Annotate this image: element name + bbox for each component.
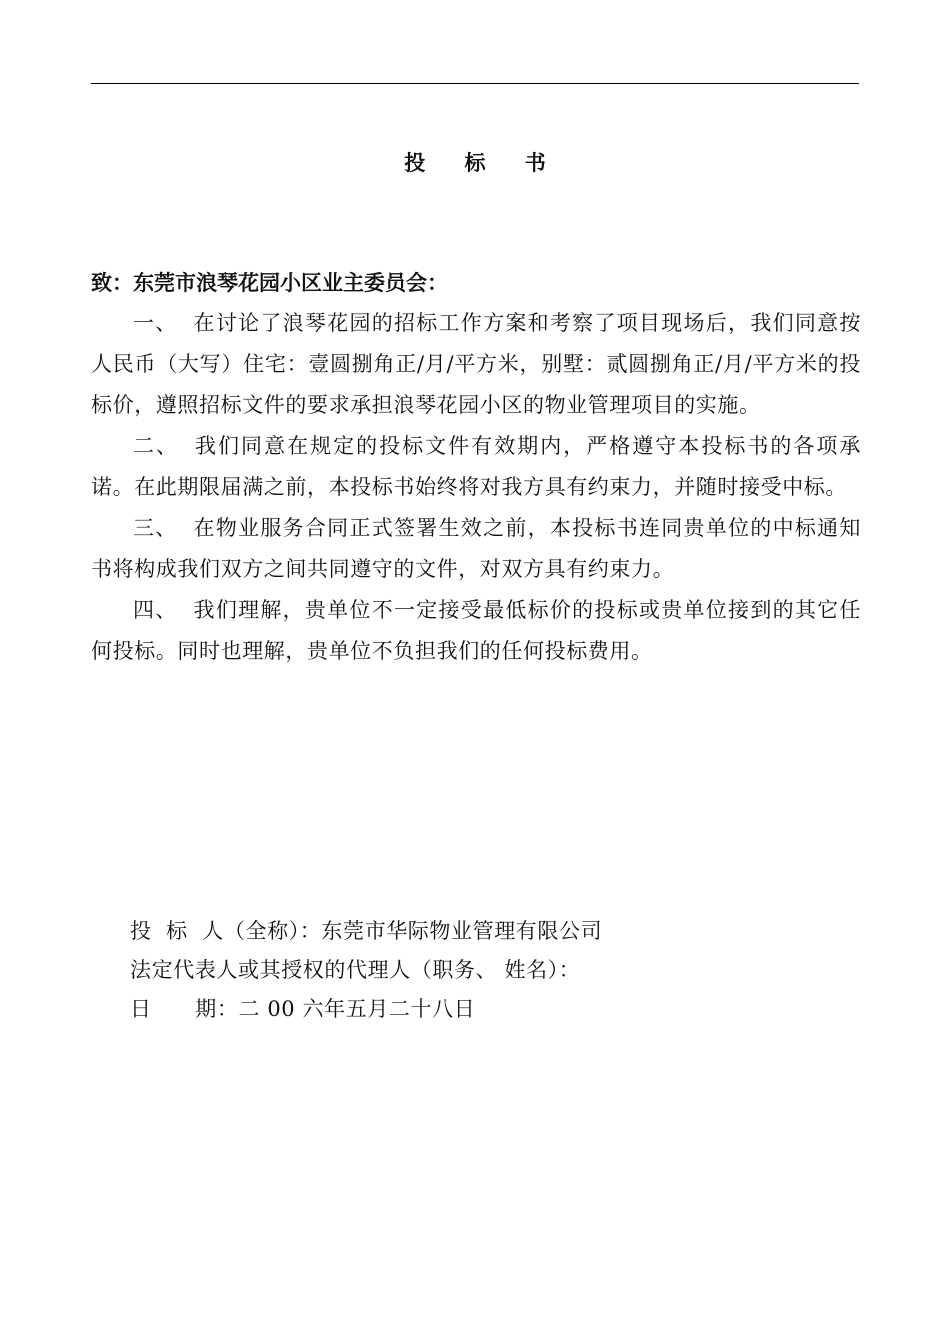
paragraph-number: 四、 [133, 598, 178, 622]
paragraph-number: 二、 [133, 434, 180, 458]
paragraph-3 [91, 508, 861, 590]
paragraph-text: 我们理解，贵单位不一定接受最低标价的投标或贵单位接到的其它任何投标。同时也理解，贵单位不负担我们的任何投标费用。 [91, 598, 861, 663]
paragraph-text: 在讨论了浪琴花园的招标工作方案和考察了项目现场后，我们同意按人民币（大写）住宅：壹圆捌角正/月/平方米，别墅：贰圆捌角正/月/平方米的投标价，遵照招标文件的要求承担浪琴花园小区的物业管理项目的实施。 [91, 311, 861, 417]
addressee-line: 致：东莞市浪琴花园小区业主委员会： [91, 271, 448, 295]
header-rule [91, 83, 859, 84]
paragraph-text: 我们同意在规定的投标文件有效期内，严格遵守本投标书的各项承诺。在此期限届满之前，本投标书始终将对我方具有约束力，并随时接受中标。 [91, 434, 861, 499]
date-label: 日 期： [130, 997, 239, 1021]
paragraph-number: 三、 [133, 516, 178, 540]
paragraph-1 [91, 303, 861, 426]
paragraph-text: 在物业服务合同正式签署生效之前，本投标书连同贵单位的中标通知书将构成我们双方之间共同遵守的文件，对双方具有约束力。 [91, 516, 861, 581]
document-title: 投 标 书 [404, 151, 562, 175]
representative-line: 法定代表人或其授权的代理人（职务、 姓名）： [130, 958, 581, 982]
letter-body [91, 303, 861, 672]
date-line [130, 990, 850, 1029]
signature-block [130, 912, 850, 1029]
bidder-line: 投 标 人（全称）：东莞市华际物业管理有限公司 [130, 919, 603, 943]
paragraph-number: 一、 [133, 311, 178, 335]
paragraph-2 [91, 426, 861, 508]
date-value: 二 00 六年五月二十八日 [238, 997, 476, 1021]
paragraph-4 [91, 590, 861, 672]
